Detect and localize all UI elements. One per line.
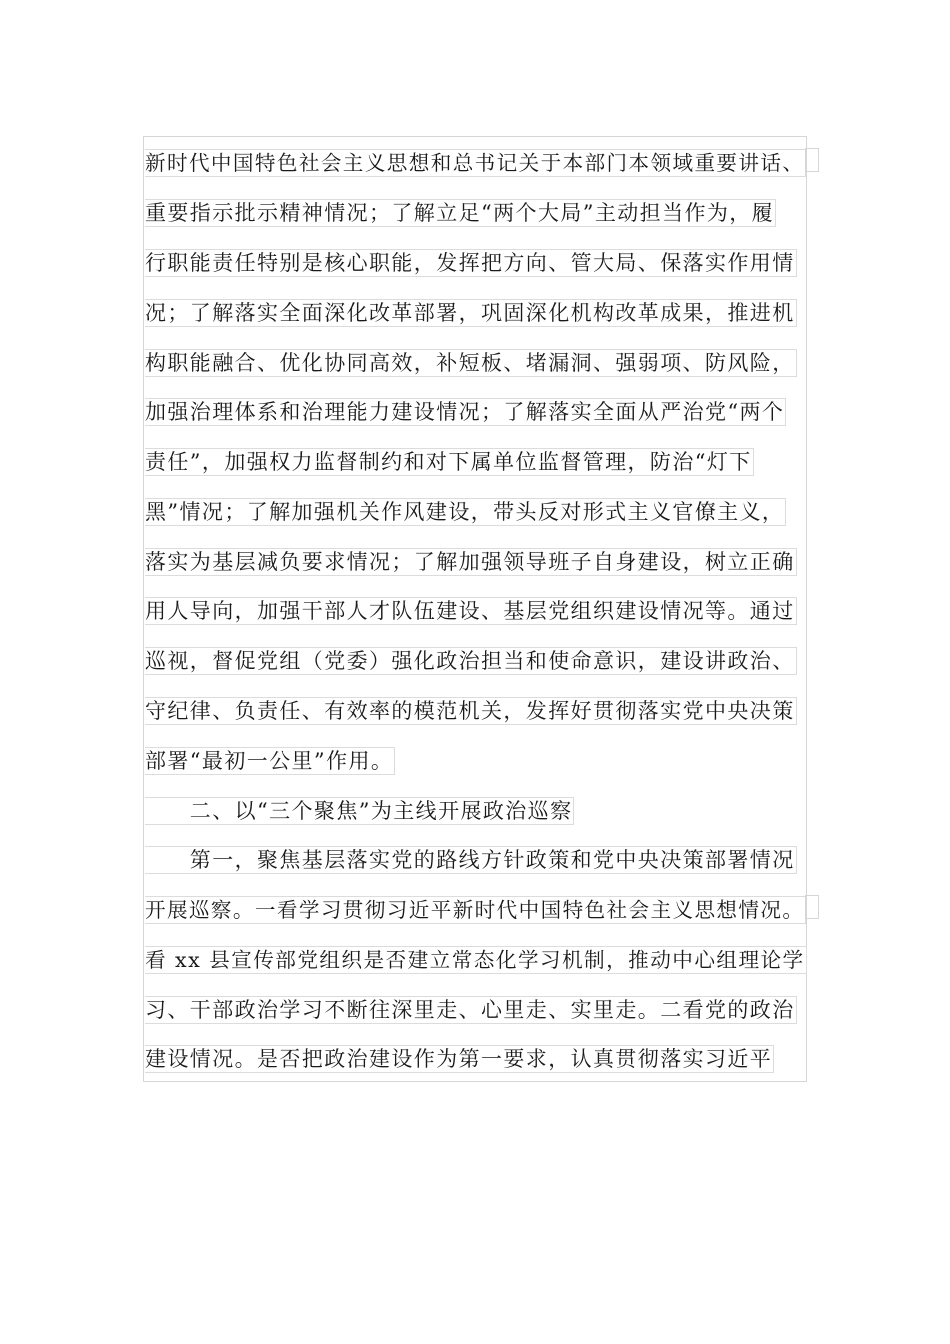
text-line: 巡视，督促党组（党委）强化政治担当和使命意识，建设讲政治、 bbox=[145, 649, 795, 673]
text-line: 行职能责任特别是核心职能，发挥把方向、管大局、保落实作用情 bbox=[145, 251, 795, 275]
section-heading: 二、以“三个聚焦”为主线开展政治巡察 bbox=[145, 799, 573, 823]
text-line: 建设情况。是否把政治建设作为第一要求，认真贯彻落实习近平 bbox=[145, 1047, 773, 1071]
text-line: 加强治理体系和治理能力建设情况；了解落实全面从严治党“两个 bbox=[145, 400, 785, 424]
text-line: 守纪律、负责任、有效率的模范机关，发挥好贯彻落实党中央决策 bbox=[145, 699, 795, 723]
text-line: 况；了解落实全面深化改革部署，巩固深化机构改革成果，推进机 bbox=[145, 301, 795, 325]
overflow-marker bbox=[805, 148, 819, 172]
text-line: 习、干部政治学习不断往深里走、心里走、实里走。二看党的政治 bbox=[145, 998, 795, 1022]
text-line: 新时代中国特色社会主义思想和总书记关于本部门本领域重要讲话、 bbox=[145, 151, 805, 175]
text-line: 开展巡察。一看学习贯彻习近平新时代中国特色社会主义思想情况。 bbox=[145, 898, 805, 922]
text-line: 用人导向，加强干部人才队伍建设、基层党组织建设情况等。通过 bbox=[145, 599, 795, 623]
text-line: 黑”情况；了解加强机关作风建设，带头反对形式主义官僚主义， bbox=[145, 500, 785, 524]
overflow-marker bbox=[805, 895, 819, 919]
text-line: 责任”，加强权力监督制约和对下属单位监督管理，防治“灯下 bbox=[145, 450, 752, 474]
text-line: 重要指示批示精神情况；了解立足“两个大局”主动担当作为，履 bbox=[145, 201, 775, 225]
text-line: 部署“最初一公里”作用。 bbox=[145, 749, 394, 773]
text-line: 落实为基层减负要求情况；了解加强领导班子自身建设，树立正确 bbox=[145, 550, 795, 574]
text-line: 看 xx 县宣传部党组织是否建立常态化学习机制，推动中心组理论学 bbox=[145, 948, 805, 972]
text-line: 构职能融合、优化协同高效，补短板、堵漏洞、强弱项、防风险， bbox=[145, 351, 795, 375]
text-line: 第一，聚焦基层落实党的路线方针政策和党中央决策部署情况 bbox=[145, 848, 795, 872]
